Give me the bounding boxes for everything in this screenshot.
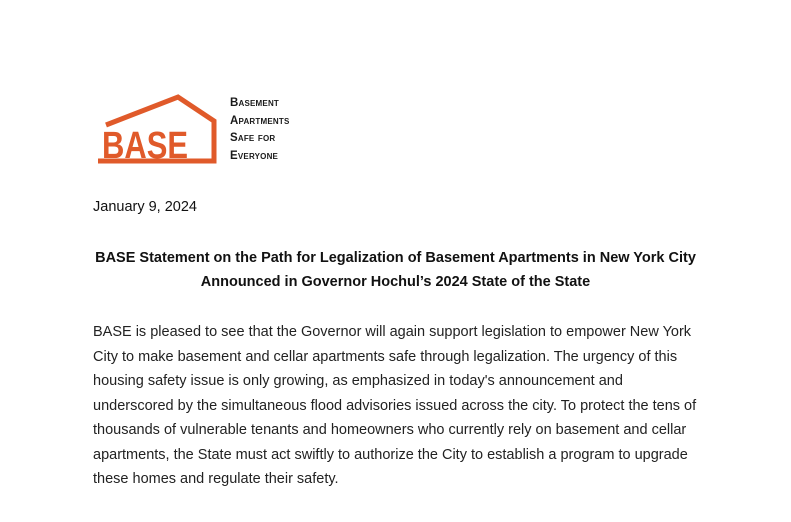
- body-line-2: City to make basement and cellar apartments safe through legalization. The urgency of this: [93, 348, 678, 365]
- body-line-7: these homes and regulate their safety.: [93, 471, 339, 487]
- statement-title-line-1: BASE Statement on the Path for Legalization of Basement Apartments in New York City: [95, 250, 696, 266]
- logo-mark-text: BASE: [102, 125, 188, 167]
- letter-date: January 9, 2024: [93, 199, 197, 215]
- statement-body: [93, 320, 708, 492]
- body-line-3: housing safety issue is only growing, as emphasized in today's announcement and: [93, 373, 623, 389]
- logo-line-3: Safe for: [230, 132, 276, 144]
- body-line-4: underscored by the simultaneous flood advisories issued across the city. To protect the tens of: [93, 397, 697, 414]
- logo-line-1: Basement: [230, 97, 280, 109]
- statement-title: [60, 246, 731, 294]
- logo-line-2: Apartments: [230, 114, 290, 127]
- house-logo-icon: [94, 95, 220, 167]
- body-line-1: BASE is pleased to see that the Governor will again support legislation to empower New York: [93, 324, 692, 340]
- body-line-6: apartments, the State must act swiftly to authorize the City to establish a program to upgrade: [93, 446, 688, 463]
- body-line-5: thousands of vulnerable tenants and homeowners who currently rely on basement and cellar: [93, 422, 687, 438]
- logo-tagline: [230, 95, 290, 165]
- logo-line-4: Everyone: [230, 149, 279, 162]
- base-logo: [94, 95, 324, 167]
- statement-title-line-2: Announced in Governor Hochul’s 2024 State of the State: [200, 274, 591, 290]
